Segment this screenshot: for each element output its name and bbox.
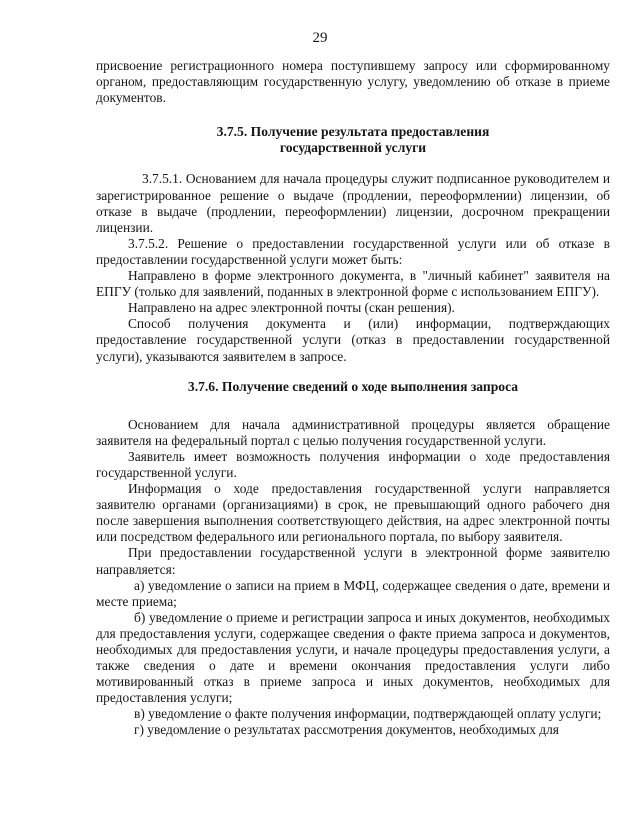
list-item-b: б) уведомление о приеме и регистрации запроса и иных документов, необходимых для предоставления услуги, содержащее сведения о факте приема запроса и документов, необходимых для предоставления услуги, и начале процедуры предоставления услуги, а также сведения о дате и времени окончания предоставления услуги либо мотивированный отказ в приеме запроса и иных документов, необходимых для предоставления услуги;: [96, 609, 610, 706]
list-item-g: г) уведомление о результатах рассмотрения документов, необходимых для: [134, 722, 559, 738]
paragraph-3-7-6-electronic: При предоставлении государственной услуги в электронной форме заявителю направляется:: [96, 545, 610, 577]
document-body: [96, 58, 610, 739]
paragraph-3-7-6-basis: Основанием для начала административной процедуры является обращение заявителя на федеральный портал с целью получения государственной услуги.: [96, 416, 610, 448]
paragraph-delivery-method: Способ получения документа и (или) информации, подтверждающих предоставление государственной услуги (отказ в предоставлении государственной услуги), указываются заявителем в запросе.: [96, 316, 610, 364]
paragraph-3-7-6-possibility: Заявитель имеет возможность получения информации о ходе предоставления государственной услуги.: [96, 448, 610, 480]
paragraph-3-7-5-2: 3.7.5.2. Решение о предоставлении государственной услуги или об отказе в предоставлении государственной услуги может быть:: [96, 235, 610, 267]
intro-paragraph: присвоение регистрационного номера поступившему запросу или сформированному органом, предоставляющим государственную услугу, уведомлению об отказе в приеме документов.: [96, 58, 610, 106]
paragraph-3-7-6-information: Информация о ходе предоставления государственной услуги направляется заявителю органами (организациями) в срок, не превышающий одного рабочего дня после завершения выполнения соответствующего действия, на адрес электронной почты или посредством федерального или регионального портала, по выбору заявителя.: [96, 481, 610, 545]
paragraph-3-7-5-1: 3.7.5.1. Основанием для начала процедуры служит подписанное руководителем и зарегистрированное решение о выдаче (продлении, переоформлении) лицензии, об отказе в выдаче (продлении, переоформлении) лицензии, досрочном прекращении лицензии.: [96, 171, 610, 235]
page-number: 29: [312, 30, 328, 46]
paragraph-delivery-cabinet: Направлено в форме электронного документа, в "личный кабинет" заявителя на ЕПГУ (только для заявлений, поданных в электронной форме с использованием ЕПГУ).: [96, 268, 610, 300]
paragraph-delivery-email: Направлено на адрес электронной почты (скан решения).: [128, 300, 455, 316]
section-heading-3-7-6: 3.7.6. Получение сведений о ходе выполнения запроса: [187, 378, 519, 394]
list-item-a: а) уведомление о записи на прием в МФЦ, содержащее сведения о дате, времени и месте приема;: [96, 577, 610, 609]
list-item-v: в) уведомление о факте получения информации, подтверждающей оплату услуги;: [134, 706, 602, 722]
section-heading-3-7-5: 3.7.5. Получение результата предоставления государственной услуги: [216, 124, 490, 156]
